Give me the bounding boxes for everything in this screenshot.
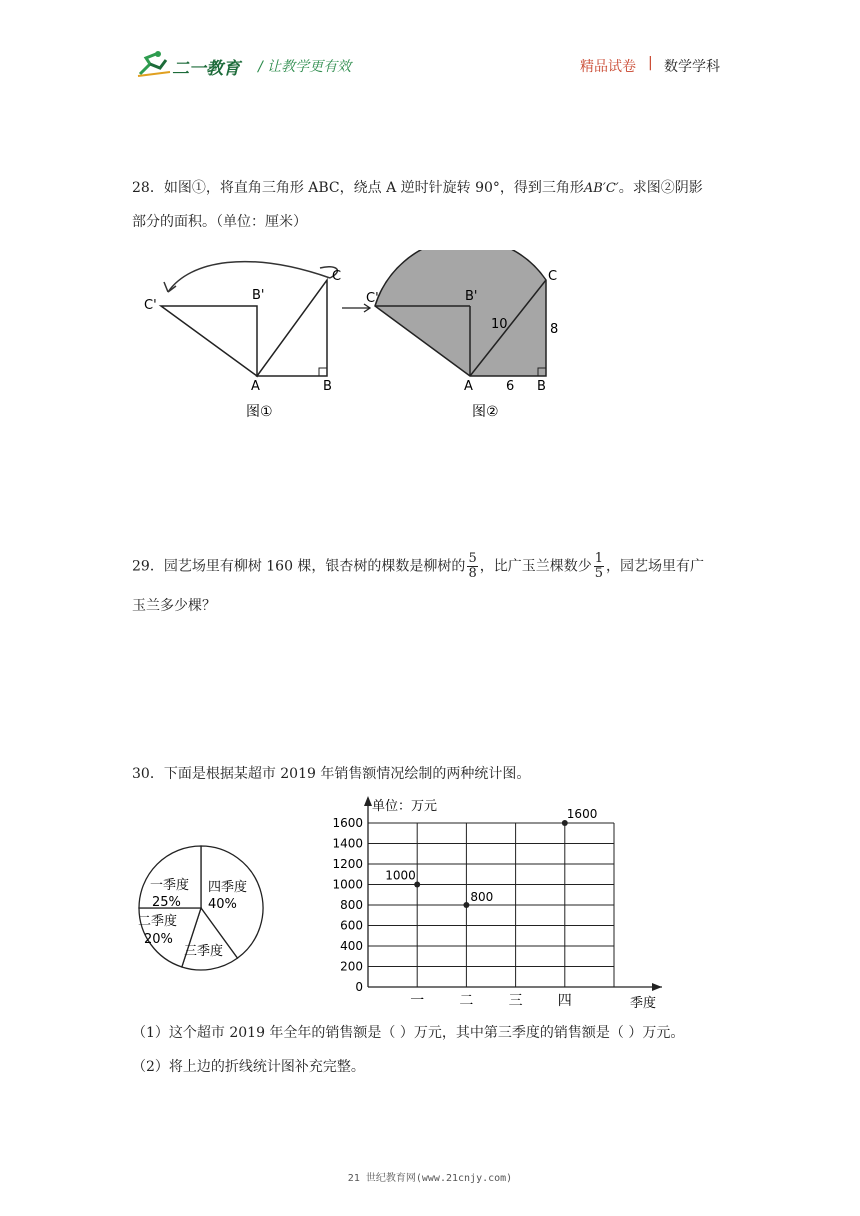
pie-label-q2: 二季度 [138, 914, 178, 929]
q30-intro: 30．下面是根据某超市 2019 年销售额情况绘制的两种统计图。 [132, 766, 531, 782]
x-tick-label: 四 [557, 993, 572, 1009]
pie-label-q3: 三季度 [184, 944, 224, 959]
label2-b: B [537, 379, 546, 394]
slogan: / 让教学更有效 [258, 59, 352, 75]
q29-text-2: ，比广玉兰棵数少 [479, 558, 592, 575]
label2-c: C [548, 269, 558, 284]
q29-text-3: ，园艺场里有广 [606, 558, 704, 575]
q28-text-end: 。求图②阴影 [618, 180, 703, 196]
runner-logo-icon [136, 50, 172, 78]
data-label: 1600 [566, 807, 598, 821]
y-tick-label: 400 [340, 939, 363, 953]
fraction-denominator: 8 [468, 566, 477, 581]
x-tick-label: 二 [459, 993, 474, 1009]
y-tick-label: 200 [340, 959, 363, 974]
y-tick-label: 1600 [332, 816, 363, 830]
y-tick-label: 800 [340, 898, 363, 912]
subject-label: 数学学科 [664, 59, 720, 75]
label2-a: A [464, 379, 473, 394]
label2-cp: C' [366, 291, 379, 306]
caption-fig1: 图① [246, 404, 273, 420]
x-axis-label: 季度 [630, 996, 657, 1011]
q29-line1 [132, 552, 704, 581]
q30-sub1: （1）这个超市 2019 年全年的销售额是（ ）万元，其中第三季度的销售额是（ ）万元。 [132, 1025, 685, 1041]
length-bc: 8 [550, 322, 559, 337]
figure-2 [366, 250, 558, 420]
y-tick-label: 0 [355, 980, 363, 994]
rotation-arrow [168, 262, 330, 292]
q28-line1 [132, 178, 703, 199]
x-tick-label: 一 [410, 993, 425, 1009]
series-label: 精品试卷 [580, 59, 636, 75]
q28-figures [130, 250, 590, 425]
pie-label-q2-pct: 20% [144, 932, 173, 947]
q29-text-1: 29．园艺场里有柳树 160 棵，银杏树的棵数是柳树的 [132, 558, 466, 575]
y-tick-label: 600 [340, 918, 363, 933]
fraction-numerator: 1 [594, 551, 603, 566]
label-a: A [251, 379, 260, 394]
label-c: C [332, 269, 342, 284]
q28-text: 28．如图①，将直角三角形 ABC，绕点 A 逆时针旋转 90°，得到三角形 [132, 180, 584, 196]
header-divider: | [648, 55, 653, 71]
pie-label-q4-pct: 40% [208, 897, 237, 912]
y-axis-arrow-icon [364, 796, 372, 806]
pie-label-q4: 四季度 [208, 880, 248, 895]
q29-line2: 玉兰多少棵？ [132, 598, 216, 614]
caption-fig2: 图② [472, 404, 499, 420]
label-b: B [323, 379, 332, 394]
triangle-abpcp [161, 306, 257, 376]
data-point [463, 902, 469, 908]
data-label: 1000 [385, 868, 416, 883]
length-ab: 6 [506, 379, 515, 394]
x-axis-arrow-icon [652, 983, 662, 991]
label-bp: B' [252, 288, 265, 303]
logo-text: 二一教育 [172, 59, 240, 79]
fraction-numerator: 5 [468, 551, 477, 566]
q30-sub2: （2）将上边的折线统计图补充完整。 [132, 1059, 365, 1075]
footer: 21 世纪教育网(www.21cnjy.com) [347, 1173, 513, 1184]
label2-bp: B' [465, 289, 478, 304]
length-ac: 10 [491, 317, 508, 332]
line-chart [326, 790, 672, 1012]
pie-chart [134, 845, 274, 975]
q28-triangle-name: AB′C′ [583, 181, 619, 196]
y-unit-label: 单位：万元 [372, 799, 438, 814]
pie-label-q1-pct: 25% [152, 895, 181, 910]
fraction-1-5 [594, 552, 604, 581]
pie-label-q1: 一季度 [150, 878, 190, 893]
fraction-denominator: 5 [594, 566, 603, 581]
label-cp: C' [144, 298, 157, 313]
x-tick-label: 三 [508, 993, 523, 1009]
y-tick-label: 1000 [332, 877, 363, 892]
y-tick-label: 1400 [332, 836, 363, 851]
data-label: 800 [470, 890, 494, 904]
q28-line2: 部分的面积。（单位：厘米） [132, 214, 307, 230]
figure-1 [144, 262, 341, 420]
y-tick-label: 1200 [332, 857, 363, 871]
triangle-abc [257, 280, 327, 376]
fraction-5-8 [467, 552, 477, 581]
